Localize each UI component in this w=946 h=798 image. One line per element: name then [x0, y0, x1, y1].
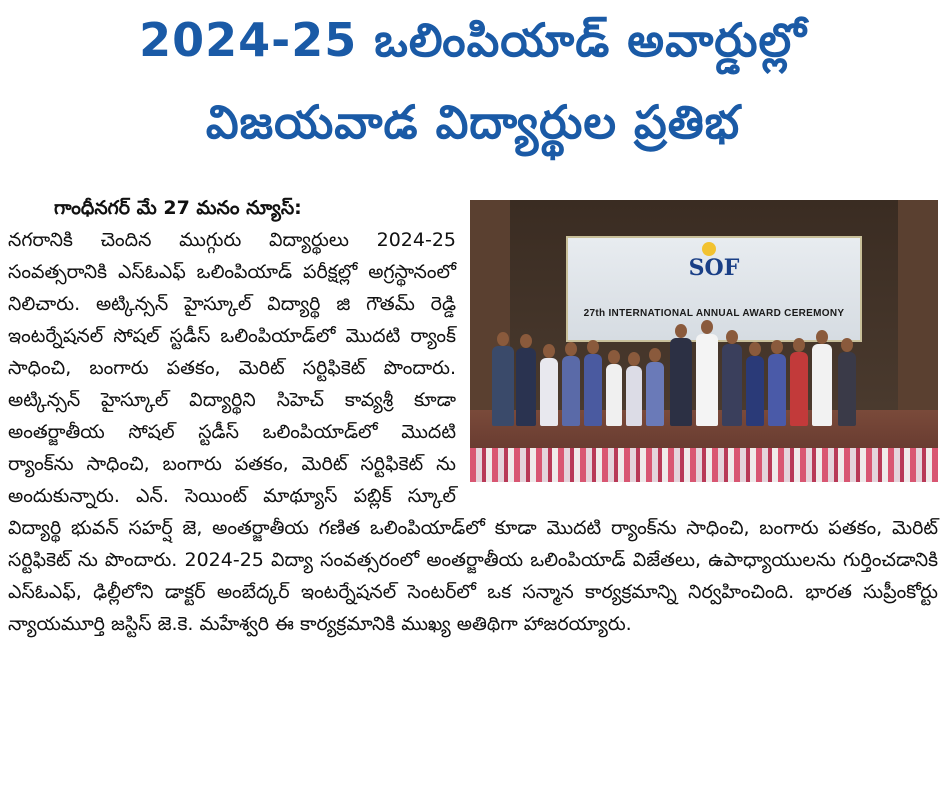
- stage-screen: [566, 236, 862, 342]
- person: [812, 344, 832, 426]
- person: [838, 352, 856, 426]
- person: [584, 354, 602, 426]
- ceremony-photo: [470, 200, 938, 482]
- person: [562, 356, 580, 426]
- person: [696, 334, 718, 426]
- article: [8, 192, 938, 640]
- sof-logo: SOF: [688, 255, 740, 281]
- person: [768, 354, 786, 426]
- person: [670, 338, 692, 426]
- article-body: నగరానికి చెందిన ముగ్గురు విద్యార్థులు 2024-25 సంవత్సరానికి ఎస్ఓఎఫ్ ఒలింపియాడ్ పరీక్షల్లో అగ్రస్థానంలో నిలిచారు. అట్కిన్సన్ హైస్కూల్ విద్యార్థి జి గౌతమ్ రెడ్డి ఇంటర్నేషనల్ సోషల్ స్టడీస్ ఒలింపియాడ్‌లో మొదటి ర్యాంక్ సాధించి, బంగారు పతకం, మెరిట్ సర్టిఫికెట్ పొందారు. అట్కిన్సన్ హైస్కూల్ విద్యార్థిని సిహెచ్ కావ్యశ్రీ కూడా అంతర్జాతీయ సోషల్ స్టడీస్ ఒలింపియాడ్‌లో మొదటి ర్యాంక్‌ను సాధించి, బంగారు పతకం, మెరిట్ సర్టిఫికెట్ ను అందుకున్నారు. ఎన్. సెయింట్ మాథ్యూస్ పబ్లిక్ స్కూల్ విద్యార్థి భువన్ సహర్ష్ జె, అంతర్జాతీయ గణిత ఒలింపియాడ్‌లో కూడా మొదటి ర్యాంక్‌ను సాధించి, బంగారు పతకం, మెరిట్ సర్టిఫికెట్ ను పొందారు. 2024-25 విద్యా సంవత్సరంలో అంతర్జాతీయ ఒలింపియాడ్ విజేతలు, ఉపాధ్యాయులను గుర్తించడానికి ఎస్ఓఎఫ్, ఢిల్లీలోని డాక్టర్ అంబేద్కర్ ఇంటర్నేషనల్ సెంటర్‌లో ఒక సన్మాన కార్యక్రమాన్ని నిర్వహించింది. భారత సుప్రీంకోర్టు న్యాయమూర్తి జస్టిస్ జె.కె. మహేశ్వరి ఈ కార్యక్రమానికి ముఖ్య అతిథిగా హాజరయ్యారు.: [8, 229, 938, 635]
- person: [722, 344, 742, 426]
- person: [790, 352, 808, 426]
- headline-line-2: విజయవాడ విద్యార్థుల ప్రతిభ: [205, 95, 741, 149]
- person: [540, 358, 558, 426]
- person: [516, 348, 536, 426]
- dateline: గాంధీనగర్ మే 27 మనం న్యూస్:: [54, 197, 302, 219]
- person: [626, 366, 642, 426]
- person: [606, 364, 622, 426]
- ceremony-banner: 27th INTERNATIONAL ANNUAL AWARD CEREMONY: [583, 308, 845, 319]
- flower-decoration: [470, 448, 938, 482]
- person: [646, 362, 664, 426]
- photo-curtain-right: [898, 200, 938, 420]
- headline-line-1: 2024-25 ఒలింపియాడ్ అవార్డుల్లో: [139, 13, 807, 67]
- person: [746, 356, 764, 426]
- person: [492, 346, 514, 426]
